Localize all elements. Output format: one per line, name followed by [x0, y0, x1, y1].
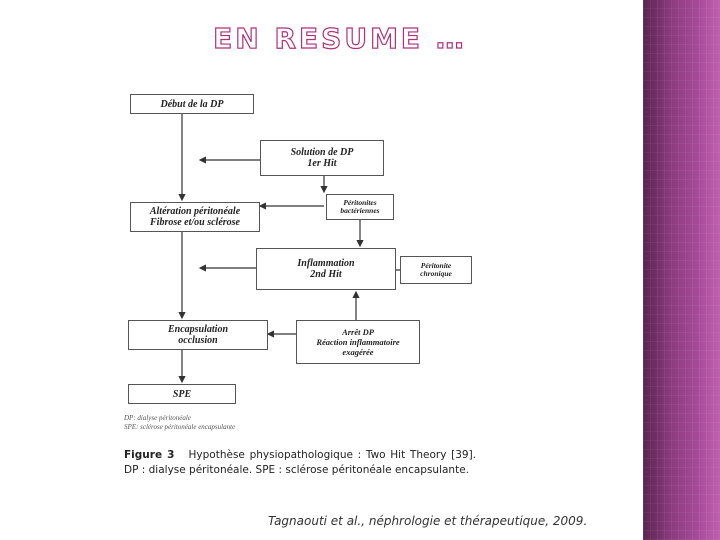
node-label: 1er Hit [307, 158, 337, 169]
citation: Tagnaouti et al., néphrologie et thérapeutique, 2009. [268, 514, 588, 528]
node-label: Péritonite [420, 261, 452, 270]
node-label: SPE [172, 388, 192, 400]
abbreviation-legend [124, 414, 235, 432]
caption-text: Hypothèse physiopathologique : Two Hit Theory [39]. DP : dialyse péritonéale. SPE : sclérose péritonéale encapsulante. [124, 449, 477, 476]
node-label: Encapsulation [167, 324, 229, 335]
node-label: exagérée [342, 347, 374, 357]
node-solution-dp [260, 140, 384, 176]
node-label: Altération péritonéale [149, 206, 241, 217]
node-label: Péritonites [343, 198, 377, 207]
node-label: occlusion [178, 335, 218, 346]
node-peritonites-bacteriennes [326, 194, 394, 220]
node-label: Réaction inflammatoire [316, 337, 400, 347]
node-label: Arrêt DP [342, 327, 374, 337]
abbreviation-item: DP: dialyse péritonéale [124, 414, 191, 422]
decorative-sidebar [643, 0, 720, 540]
node-label: chronique [420, 269, 452, 278]
node-peritonite-chronique [400, 256, 472, 284]
two-hit-diagram [118, 82, 480, 502]
caption-label: Figure 3 [124, 449, 175, 461]
node-arret-dp [296, 320, 420, 364]
node-debut-dp [130, 94, 254, 114]
node-label: Solution de DP [290, 147, 354, 158]
node-spe [128, 384, 236, 404]
node-label: bactériennes [340, 206, 380, 215]
node-alteration-peritoneale [130, 202, 260, 232]
slide-title: EN RESUME … [213, 22, 467, 55]
figure-caption [124, 448, 476, 478]
abbreviation-item: SPE: sclérose péritonéale encapsulante [124, 423, 236, 431]
node-label: 2nd Hit [310, 269, 342, 280]
node-label: Début de la DP [160, 98, 224, 110]
node-inflammation [256, 248, 396, 290]
node-encapsulation [128, 320, 268, 350]
node-label: Fibrose et/ou sclérose [150, 217, 240, 228]
node-label: Inflammation [297, 258, 355, 269]
